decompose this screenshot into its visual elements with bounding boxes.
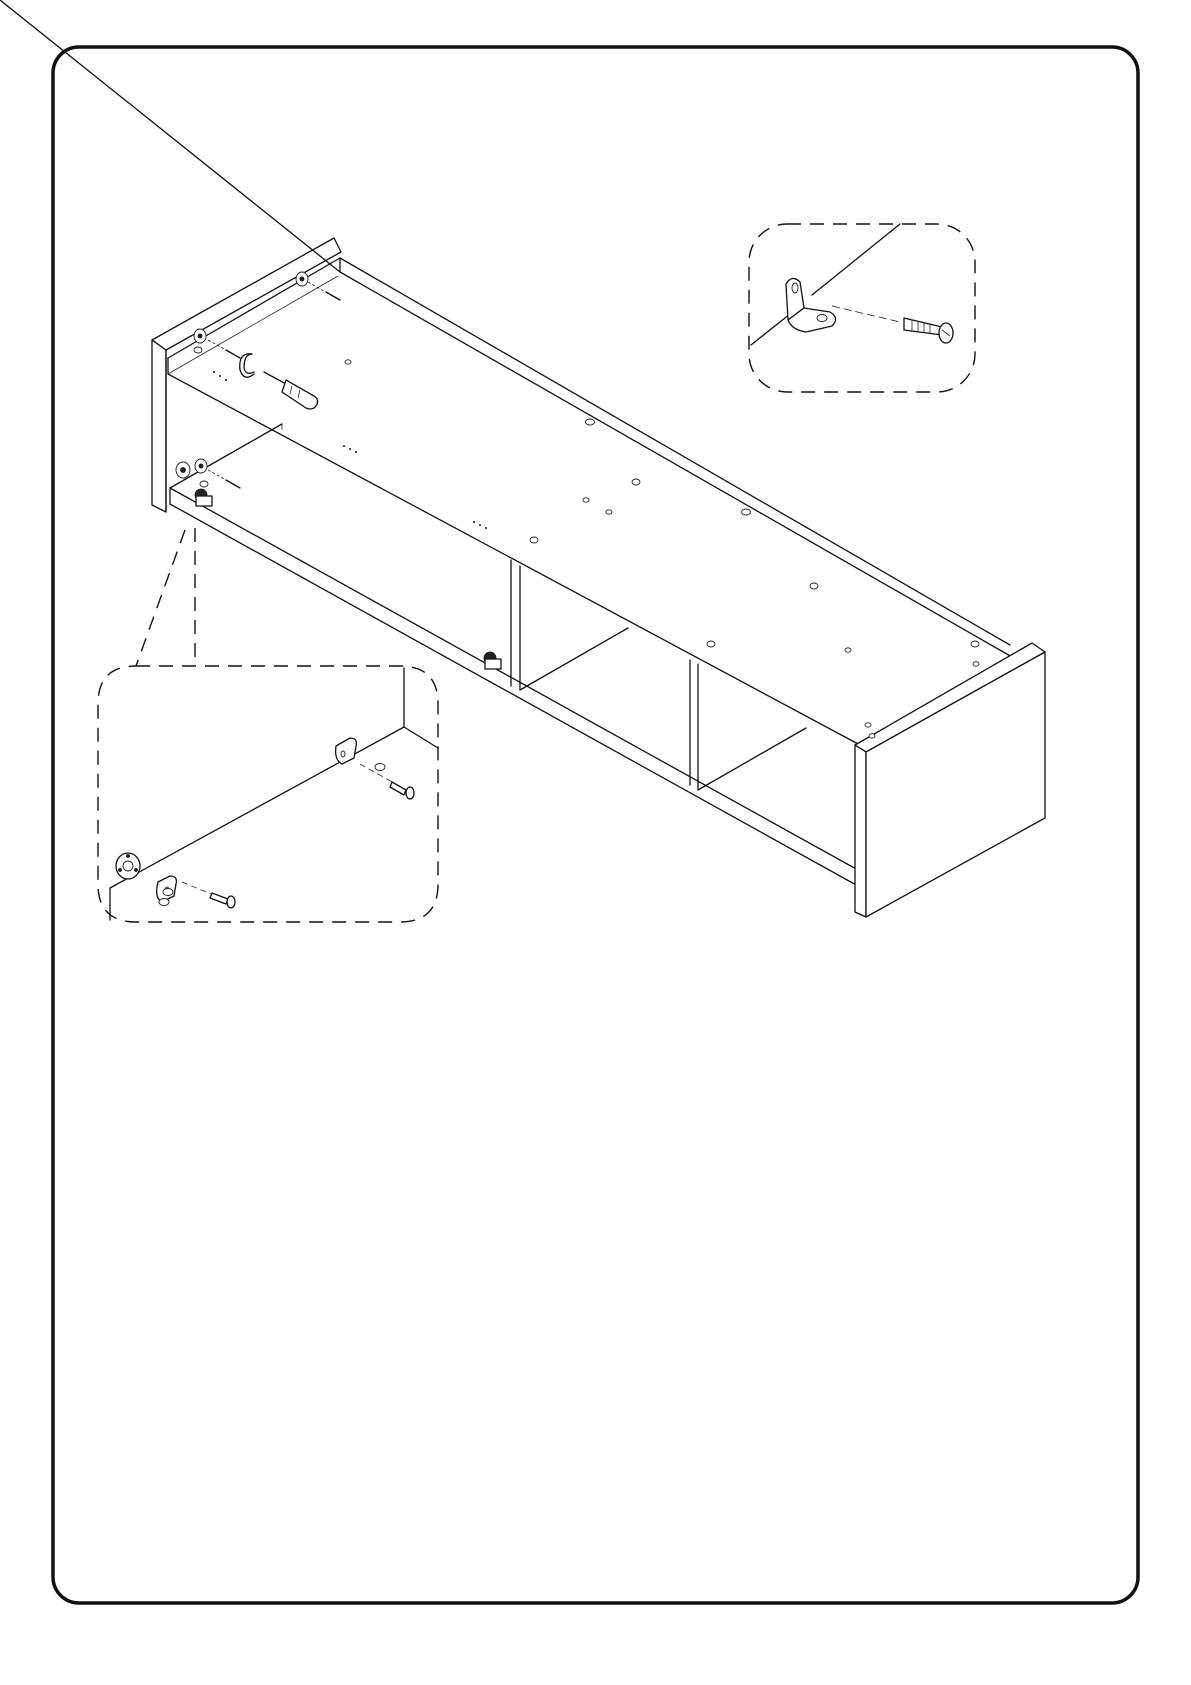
bracket-screw-detail (749, 224, 975, 392)
corner-bracket-detail (98, 528, 438, 922)
bottom-shelf (170, 424, 858, 886)
shelf-unit (0, 0, 1045, 917)
cam-lock-icon (116, 853, 140, 879)
right-end-panel (855, 643, 1045, 917)
divider-right (690, 660, 806, 790)
divider-left (511, 560, 628, 690)
bracket-icon (157, 738, 385, 906)
hook-icon (240, 354, 254, 377)
screwdriver-icon (264, 372, 318, 409)
cam-lock-icon (195, 489, 501, 669)
bracket-icon (786, 278, 836, 332)
screw-icon (904, 318, 953, 343)
top-board-holes (213, 360, 979, 738)
